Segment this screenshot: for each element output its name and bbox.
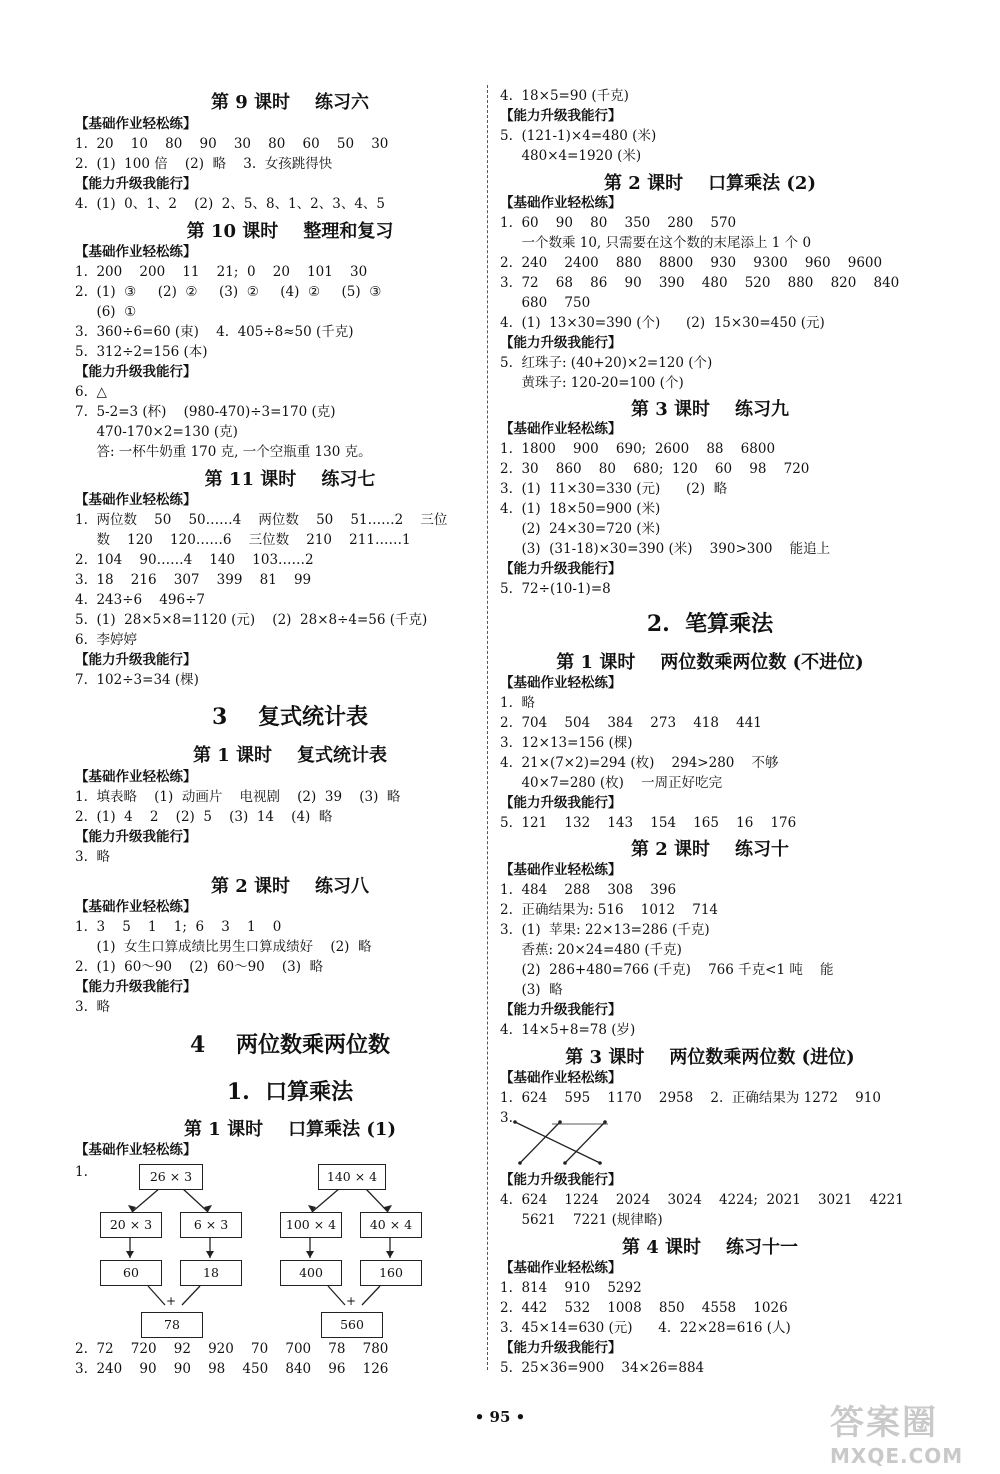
lesson-9-title: 第 9 课时 练习六: [210, 92, 370, 113]
answer-line: 4. 21×(7×2)=294 (枚) 294>280 不够: [500, 755, 779, 771]
unit-3-title: 3 复式统计表: [212, 704, 368, 730]
tree2-sum-box: 560: [321, 1312, 383, 1338]
section-tag: 【基础作业轻松练】: [500, 421, 622, 437]
answer-line: (1) 女生口算成绩比男生口算成绩好 (2) 略: [75, 939, 372, 955]
section-tag: 【能力升级我能行】: [500, 1172, 622, 1188]
answer-line: 6. 李婷婷: [75, 632, 137, 648]
answer-line: 5. 312÷2=156 (本): [75, 344, 208, 360]
section-tag: 【能力升级我能行】: [75, 829, 197, 845]
unit-3-lesson-2-title: 第 2 课时 练习八: [210, 876, 370, 897]
answer-line: 4. 243÷6 496÷7: [75, 592, 205, 608]
section-tag: 【基础作业轻松练】: [75, 492, 197, 508]
answer-line: 470-170×2=130 (克): [75, 424, 238, 440]
section-1-title: 1. 口算乘法: [226, 1079, 354, 1105]
answer-line: 3. (1) 苹果: 22×13=286 (千克): [500, 922, 710, 938]
answer-line: 1.: [75, 1164, 88, 1180]
answer-line: 1. 60 90 80 350 280 570: [500, 215, 737, 231]
answer-line: 2. (1) ③ (2) ② (3) ② (4) ② (5) ③: [75, 284, 382, 300]
section-tag: 【基础作业轻松练】: [500, 195, 622, 211]
answer-line: 1. 200 200 11 21; 0 20 101 30: [75, 264, 368, 280]
answer-line: 1. 1800 900 690; 2600 88 6800: [500, 441, 776, 457]
lesson-10-title: 第 10 课时 整理和复习: [186, 221, 394, 242]
answer-line: 1. 略: [500, 695, 535, 711]
answer-line: (6) ①: [75, 304, 137, 320]
answer-line: 6. △: [75, 384, 107, 400]
answer-line: 2. 72 720 92 920 70 700 78 780: [75, 1341, 389, 1357]
answer-line: 2. 正确结果为: 516 1012 714: [500, 902, 719, 918]
section-tag: 【能力升级我能行】: [500, 795, 622, 811]
answer-line: 1. 3 5 1 1; 6 3 1 0: [75, 919, 282, 935]
tree1-sum-box: 78: [141, 1312, 203, 1338]
answer-line: (2) 24×30=720 (米): [500, 521, 661, 537]
unit-4-lesson-1-title: 第 1 课时 口算乘法 (1): [184, 1119, 396, 1140]
answer-line: 1. 20 10 80 90 30 80 60 50 30: [75, 136, 389, 152]
answer-line: 2. 104 90……4 140 103……2: [75, 552, 314, 568]
section-tag: 【基础作业轻松练】: [75, 899, 197, 915]
answer-line: 3. 略: [75, 999, 110, 1015]
lesson-2-title: 第 2 课时 口算乘法 (2): [604, 173, 816, 194]
answer-line: 一个数乘 10, 只需要在这个数的末尾添上 1 个 0: [500, 235, 812, 251]
tree1-plus-sign: +: [166, 1294, 177, 1308]
answer-line: 2. 30 860 80 680; 120 60 98 720: [500, 461, 810, 477]
answer-line: 480×4=1920 (米): [500, 148, 642, 164]
answer-line: (3) 略: [500, 982, 563, 998]
tree2-right-box: 40 × 4: [360, 1212, 422, 1238]
section-tag: 【能力升级我能行】: [500, 561, 622, 577]
written-lesson-4-title: 第 4 课时 练习十一: [621, 1237, 799, 1258]
written-lesson-2-title: 第 2 课时 练习十: [630, 839, 790, 860]
answer-line: 5. 121 132 143 154 165 16 176: [500, 815, 797, 831]
tree1-left-value: 60: [100, 1260, 162, 1286]
answer-line: 5. (1) 28×5×8=1120 (元) (2) 28×8÷4=56 (千克): [75, 612, 428, 628]
answer-line: 2. 442 532 1008 850 4558 1026: [500, 1300, 788, 1316]
section-tag: 【能力升级我能行】: [75, 176, 197, 192]
answer-line: 4. 14×5+8=78 (岁): [500, 1022, 636, 1038]
lesson-3-title: 第 3 课时 练习九: [630, 399, 790, 420]
tree1-left-box: 20 × 3: [100, 1212, 162, 1238]
watermark-logo: [830, 1395, 980, 1468]
answer-line: 3. (1) 11×30=330 (元) (2) 略: [500, 481, 728, 497]
answer-line: 2. (1) 60～90 (2) 60～90 (3) 略: [75, 959, 324, 975]
answer-line: 3. 12×13=156 (棵): [500, 735, 633, 751]
answer-line: 4. (1) 18×50=900 (米): [500, 501, 661, 517]
section-tag: 【能力升级我能行】: [500, 108, 622, 124]
answer-line: 1. 624 595 1170 2958 2. 正确结果为 1272 910: [500, 1090, 881, 1106]
section-tag: 【基础作业轻松练】: [75, 116, 197, 132]
answer-line: 680 750: [500, 295, 591, 311]
answer-line: (3) (31-18)×30=390 (米) 390>300 能追上: [500, 541, 831, 557]
answer-line: 5. 25×36=900 34×26=884: [500, 1360, 705, 1376]
tree2-right-value: 160: [360, 1260, 422, 1286]
written-lesson-3-title: 第 3 课时 两位数乘两位数 (进位): [565, 1047, 855, 1068]
answer-line: 7. 5-2=3 (杯) (980-470)÷3=170 (克): [75, 404, 336, 420]
section-tag: 【能力升级我能行】: [75, 364, 197, 380]
tree2-top-box: 140 × 4: [318, 1164, 386, 1190]
section-tag: 【能力升级我能行】: [500, 335, 622, 351]
tree2-left-value: 400: [280, 1260, 342, 1286]
lesson-11-title: 第 11 课时 练习七: [204, 469, 376, 490]
answer-line: 2. (1) 4 2 (2) 5 (3) 14 (4) 略: [75, 809, 333, 825]
watermark-text: 答案圈: [830, 1403, 938, 1443]
answer-line: 4. (1) 0、1、2 (2) 2、5、8、1、2、3、4、5: [75, 196, 386, 212]
section-tag: 【能力升级我能行】: [500, 1002, 622, 1018]
section-tag: 【基础作业轻松练】: [500, 862, 622, 878]
answer-line: 5. 红珠子: (40+20)×2=120 (个): [500, 355, 713, 371]
section-tag: 【基础作业轻松练】: [75, 769, 197, 785]
section-tag: 【能力升级我能行】: [75, 979, 197, 995]
answer-line: 3. 360÷6=60 (束) 4. 405÷8≈50 (千克): [75, 324, 354, 340]
answer-line: 5. (121-1)×4=480 (米): [500, 128, 657, 144]
answer-line: 1. 484 288 308 396: [500, 882, 677, 898]
answer-line: 4. (1) 13×30=390 (个) (2) 15×30=450 (元): [500, 315, 825, 331]
answer-line: 3.: [500, 1110, 513, 1126]
unit-4-title: 4 两位数乘两位数: [190, 1032, 390, 1058]
watermark-url: MXQE.COM: [830, 1444, 964, 1468]
section-tag: 【基础作业轻松练】: [500, 1070, 622, 1086]
answer-line: 4. 624 1224 2024 3024 4224; 2021 3021 4221: [500, 1192, 904, 1208]
tree2-left-box: 100 × 4: [280, 1212, 342, 1238]
section-tag: 【基础作业轻松练】: [75, 1142, 197, 1158]
tree1-right-value: 18: [180, 1260, 242, 1286]
section-tag: 【基础作业轻松练】: [75, 244, 197, 260]
answer-line: 40×7=280 (枚) 一周正好吃完: [500, 775, 723, 791]
answer-line: 1. 两位数 50 50……4 两位数 50 51……2 三位: [75, 512, 448, 528]
page-number: • 95 •: [474, 1408, 526, 1426]
tree1-top-box: 26 × 3: [139, 1164, 203, 1190]
answer-line: 2. 240 2400 880 8800 930 9300 960 9600: [500, 255, 883, 271]
unit-3-lesson-1-title: 第 1 课时 复式统计表: [192, 745, 388, 766]
answer-line: 1. 814 910 5292: [500, 1280, 642, 1296]
tree2-plus-sign: +: [346, 1294, 357, 1308]
answer-line: 数 120 120……6 三位数 210 211……1: [75, 532, 411, 548]
answer-line: 5. 72÷(10-1)=8: [500, 581, 611, 597]
section-tag: 【能力升级我能行】: [500, 1340, 622, 1356]
section-tag: 【基础作业轻松练】: [500, 1260, 622, 1276]
answer-line: 3. 18 216 307 399 81 99: [75, 572, 312, 588]
answer-line: 2. (1) 100 倍 (2) 略 3. 女孩跳得快: [75, 156, 333, 172]
answer-line: 4. 18×5=90 (千克): [500, 88, 629, 104]
answer-line: 2. 704 504 384 273 418 441: [500, 715, 762, 731]
answer-line: 3. 45×14=630 (元) 4. 22×28=616 (人): [500, 1320, 791, 1336]
answer-line: 黄珠子: 120-20=100 (个): [500, 375, 684, 391]
answer-line: 1. 填表略 (1) 动画片 电视剧 (2) 39 (3) 略: [75, 789, 401, 805]
answer-line: 3. 240 90 90 98 450 840 96 126: [75, 1361, 389, 1377]
answer-line: 3. 略: [75, 849, 110, 865]
answer-line: 答: 一杯牛奶重 170 克, 一个空瓶重 130 克。: [75, 444, 372, 460]
answer-line: 5621 7221 (规律略): [500, 1212, 663, 1228]
tree1-right-box: 6 × 3: [180, 1212, 242, 1238]
written-lesson-1-title: 第 1 课时 两位数乘两位数 (不进位): [556, 652, 864, 673]
section-2-title: 2. 笔算乘法: [646, 611, 774, 637]
section-tag: 【能力升级我能行】: [75, 652, 197, 668]
answer-line: 7. 102÷3=34 (棵): [75, 672, 199, 688]
answer-line: 3. 72 68 86 90 390 480 520 880 820 840: [500, 275, 900, 291]
answer-line: 香蕉: 20×24=480 (千克): [500, 942, 682, 958]
section-tag: 【基础作业轻松练】: [500, 675, 622, 691]
answer-line: (2) 286+480=766 (千克) 766 千克<1 吨 能: [500, 962, 834, 978]
